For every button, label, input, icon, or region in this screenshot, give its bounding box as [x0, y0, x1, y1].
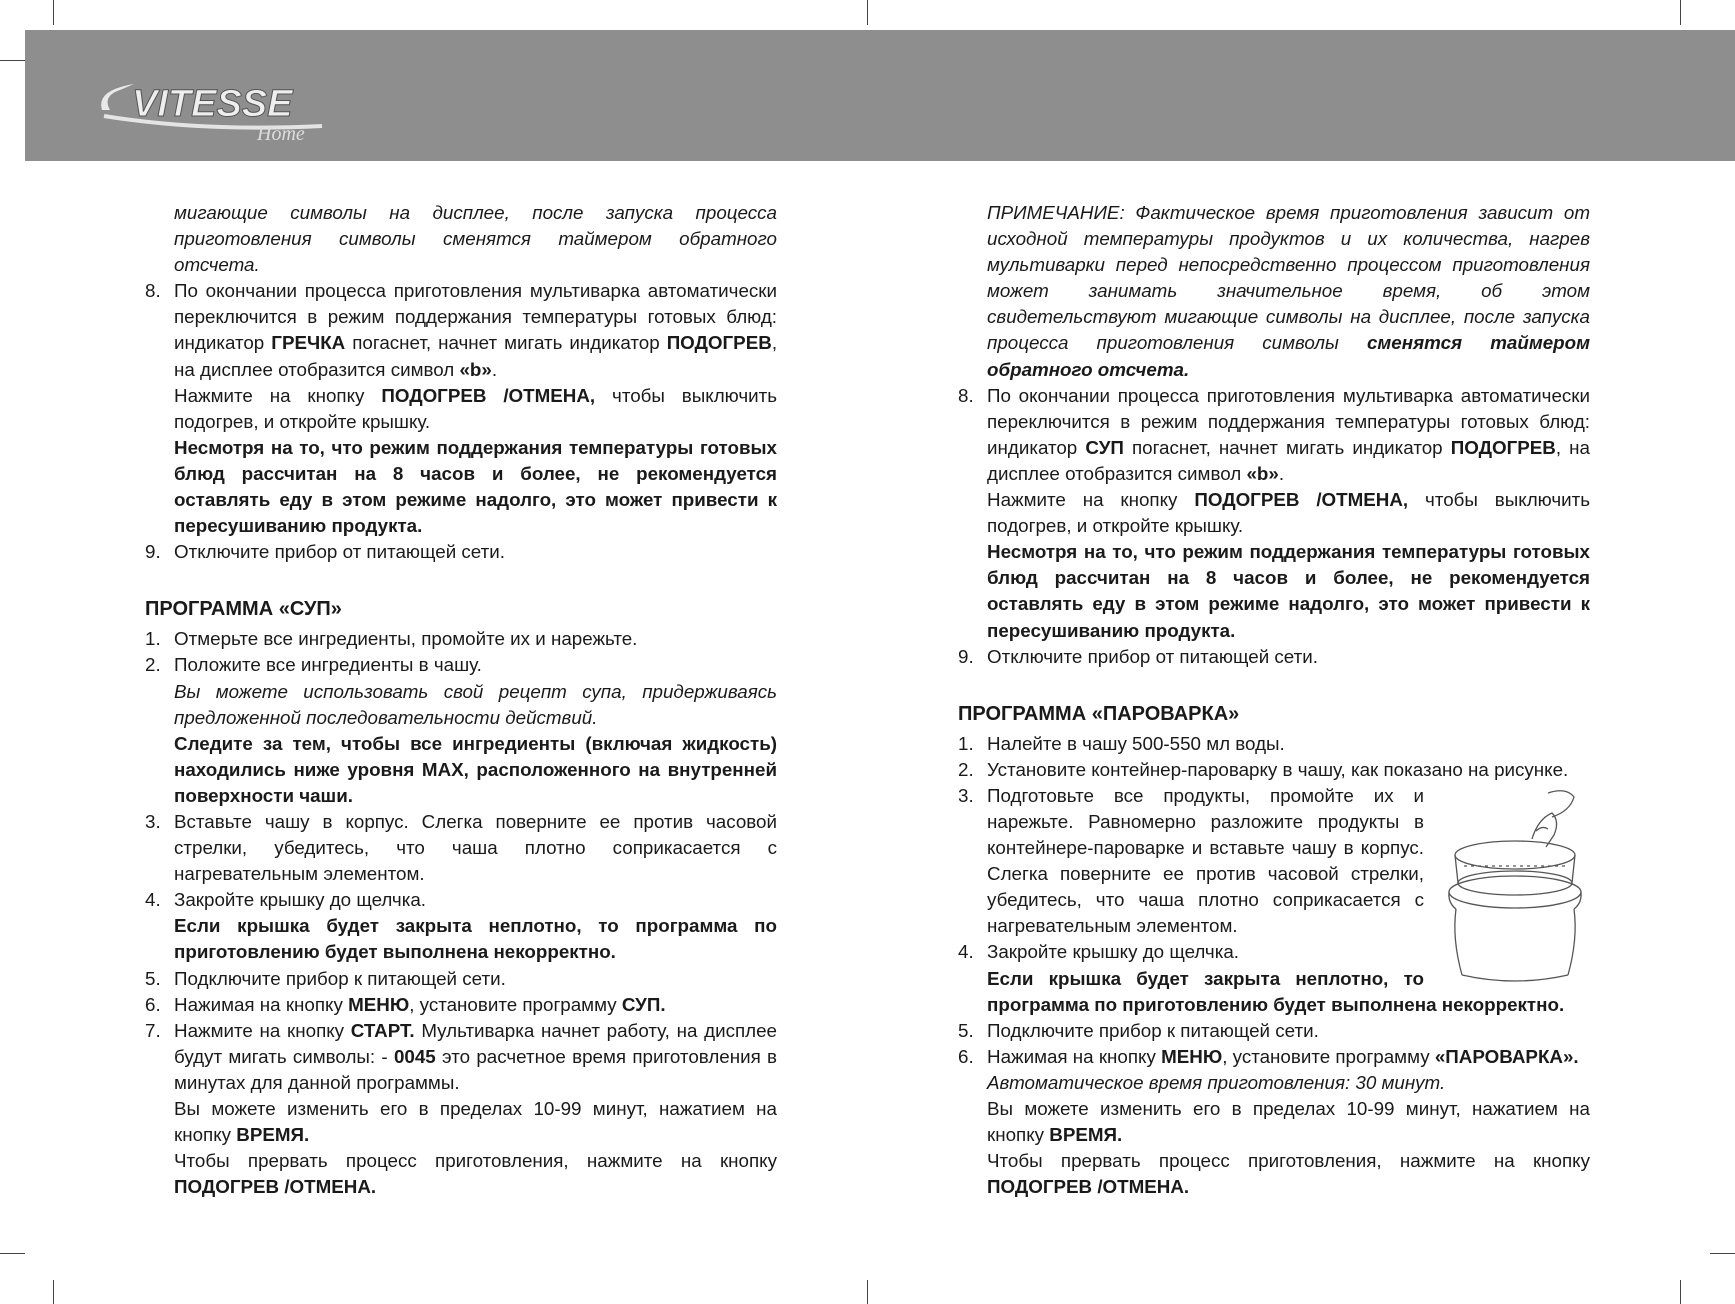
crop-mark: [867, 0, 868, 25]
crop-mark: [0, 1253, 25, 1254]
steam-step-2: 2. Установите контейнер-пароварку в чашу, как показано на рисунке.: [958, 758, 1569, 780]
steam-step-1: 1. Налейте в чашу 500-550 мл воды.: [958, 732, 1285, 754]
left-column: [145, 200, 777, 1200]
soup-step-2: 2. Положите все ингредиенты в чашу. Вы можете использовать свой рецепт супа, придерживаясь предложенной последовательности действий. Следите за тем, чтобы все ингредиенты (включая жидкость) находились ниже уровня MAX, расположенного на внутренней поверхности чаши.: [145, 654, 777, 806]
right-column: [958, 200, 1590, 1200]
crop-mark: [1680, 1280, 1681, 1304]
steam-step-5: 5. Подключите прибор к питающей сети.: [958, 1019, 1319, 1041]
steam-step-3: 3. Подготовьте все продукты, промойте их и нарежьте. Равномерно разложите продукты в контейнере-пароварке и вставьте чашу в корпус. Слегка поверните ее против часовой стрелки, убедитесь, что чаша плотно соприкасается с нагревательным элементом.: [958, 783, 1590, 940]
soup-step-5: 5. Подключите прибор к питающей сети.: [145, 967, 506, 989]
crop-mark: [1710, 1253, 1735, 1254]
soup-step-1: 1. Отмерьте все ингредиенты, промойте их и нарежьте.: [145, 628, 638, 650]
soup-step-6: 6. Нажимая на кнопку МЕНЮ, установите программу СУП.: [145, 993, 666, 1015]
section-heading-steamer: ПРОГРАММА «ПАРОВАРКА»: [958, 702, 1240, 725]
crop-mark: [53, 0, 54, 25]
crop-mark: [53, 1280, 54, 1304]
logo-text: VITESSE: [132, 83, 293, 125]
step-9: 9. Отключите прибор от питающей сети.: [958, 645, 1318, 667]
steam-step-6: 6. Нажимая на кнопку МЕНЮ, установите программу «ПАРОВАРКА». Автоматическое время приготовления: 30 минут. Вы можете изменить его в пределах 10-99 минут, нажатием на кнопку ВРЕМЯ. Чтобы прервать процесс приготовления, нажмите на кнопку ПОДОГРЕВ /ОТМЕНА.: [958, 1045, 1590, 1198]
crop-mark: [0, 60, 25, 61]
note-text: ПРИМЕЧАНИЕ: Фактическое время приготовления зависит от исходной температуры продуктов и их количества, нагрев мультиварки перед непосредственно процессом приготовления может занимать значительное время, об этом свидетельствуют мигающие символы на дисплее, после запуска процесса приготовления символы сменятся таймером обратного отсчета.: [987, 202, 1591, 380]
logo-subtext: Home: [257, 123, 305, 145]
soup-step-3: 3. Вставьте чашу в корпус. Слегка поверните ее против часовой стрелки, убедитесь, что чаша плотно соприкасается с нагревательным элементом.: [145, 810, 777, 885]
step-8: 8. По окончании процесса приготовления мультиварка автоматически переключится в режим поддержания температуры готовых блюд: индикатор СУП погаснет, начнет мигать индикатор ПОДОГРЕВ, на дисплее отобразится символ «b». Нажмите на кнопку ПОДОГРЕВ /ОТМЕНА, чтобы выключить подогрев, и откройте крышку. Несмотря на то, что режим поддержания температуры готовых блюд рассчитан на 8 часов и более, не рекомендуется оставлять еду в этом режиме надолго, это может привести к пересушиванию продукта.: [958, 384, 1591, 641]
crop-mark: [867, 1280, 868, 1304]
warning-text: Несмотря на то, что режим поддержания температуры готовых блюд рассчитан на 8 часов и более, не рекомендуется оставлять еду в этом режиме надолго, это может привести к пересушиванию продукта.: [174, 436, 777, 537]
section-heading-soup: ПРОГРАММА «СУП»: [145, 598, 342, 621]
step-8: 8. По окончании процесса приготовления мультиварка автоматически переключится в режим поддержания температуры готовых блюд: индикатор ГРЕЧКА погаснет, начнет мигать индикатор ПОДОГРЕВ, на дисплее отобразится символ «b». Нажмите на кнопку ПОДОГРЕВ /ОТМЕНА, чтобы выключить подогрев, и откройте крышку. Несмотря на то, что режим поддержания температуры готовых блюд рассчитан на 8 часов и более, не рекомендуется оставлять еду в этом режиме надолго, это может привести к пересушиванию продукта.: [145, 280, 778, 537]
warning-text: Несмотря на то, что режим поддержания температуры готовых блюд рассчитан на 8 часов и более, не рекомендуется оставлять еду в этом режиме надолго, это может привести к пересушиванию продукта.: [987, 541, 1590, 641]
soup-step-4: 4. Закройте крышку до щелчка. Если крышка будет закрыта неплотно, то программа по приготовлению будет выполнена некорректно.: [145, 889, 777, 963]
steam-step-4: 4. Закройте крышку до щелчка. Если крышка будет закрыта неплотно, то программа по приготовлению будет выполнена некорректно.: [958, 941, 1565, 1015]
step-9: 9. Отключите прибор от питающей сети.: [145, 541, 505, 563]
vitesse-logo: [62, 46, 352, 161]
crop-mark: [1680, 0, 1681, 25]
soup-step-7: 7. Нажмите на кнопку СТАРТ. Мультиварка начнет работу, на дисплее будут мигать символы: - 0045 это расчетное время приготовления в минутах для данной программы. Вы можете изменить его в пределах 10-99 минут, нажатием на кнопку ВРЕМЯ. Чтобы прервать процесс приготовления, нажмите на кнопку ПОДОГРЕВ /ОТМЕНА.: [145, 1019, 778, 1198]
intro-text: мигающие символы на дисплее, после запуска процесса приготовления символы сменятся таймером обратного отсчета.: [174, 202, 777, 276]
